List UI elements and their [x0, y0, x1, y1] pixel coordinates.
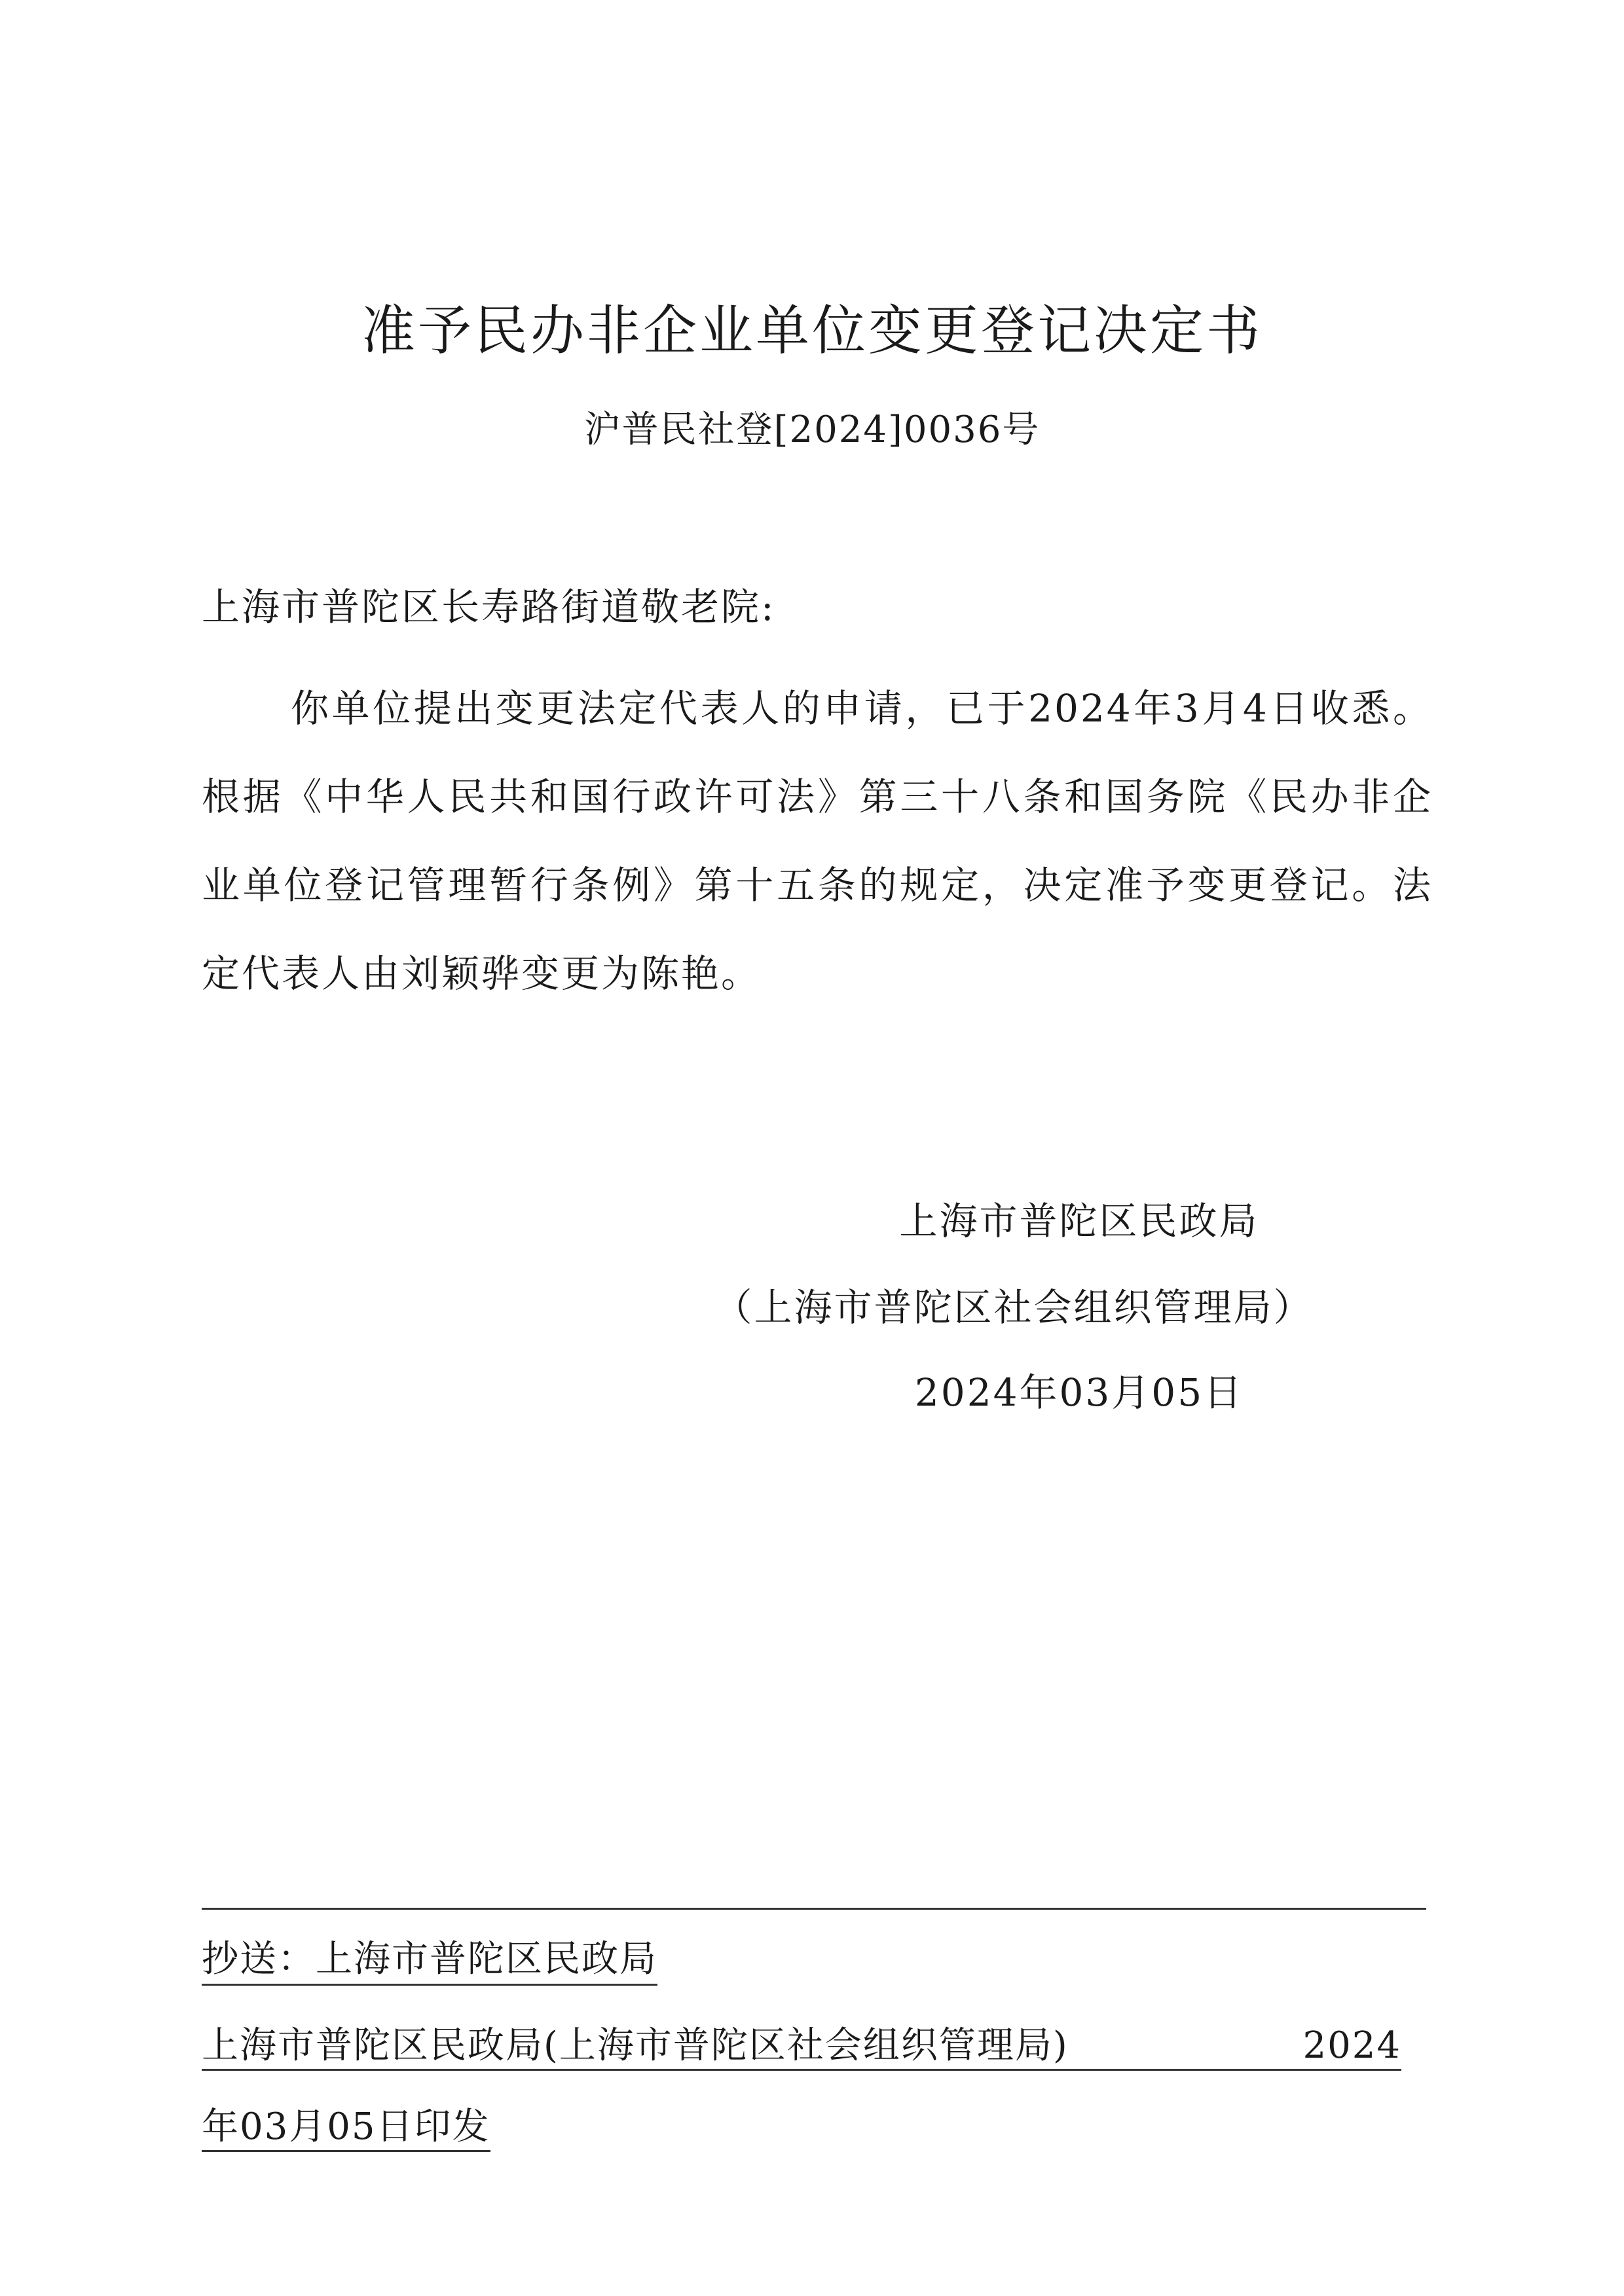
issue-date-line: 年03月05日印发 — [202, 2104, 490, 2152]
body-paragraph: 你单位提出变更法定代表人的申请，已于2024年3月4日收悉。根据《中华人民共和国行政许可法》第三十八条和国务院《民办非企业单位登记管理暂行条例》第十五条的规定，决定准予变更登记。法定代表人由刘颖骅变更为陈艳。 — [202, 686, 1433, 996]
signature-organization: 上海市普陀区民政局 — [899, 1199, 1259, 1243]
issuer-line — [202, 2023, 1401, 2071]
addressee: 上海市普陀区长寿路街道敬老院: — [202, 585, 776, 629]
footer-divider — [202, 1908, 1426, 1910]
signature-date: 2024年03月05日 — [914, 1370, 1244, 1415]
document-title: 准予民办非企业单位变更登记决定书 — [361, 300, 1263, 362]
issuer-name: 上海市普陀区民政局(上海市普陀区社会组织管理局) — [202, 2024, 1069, 2067]
signature-organization-alt: （上海市普陀区社会组织管理局） — [714, 1285, 1314, 1330]
cc-line: 抄送：上海市普陀区民政局 — [202, 1937, 657, 1986]
document-number: 沪普民社登[2024]0036号 — [583, 409, 1041, 451]
issue-year: 2024 — [1302, 2024, 1401, 2067]
